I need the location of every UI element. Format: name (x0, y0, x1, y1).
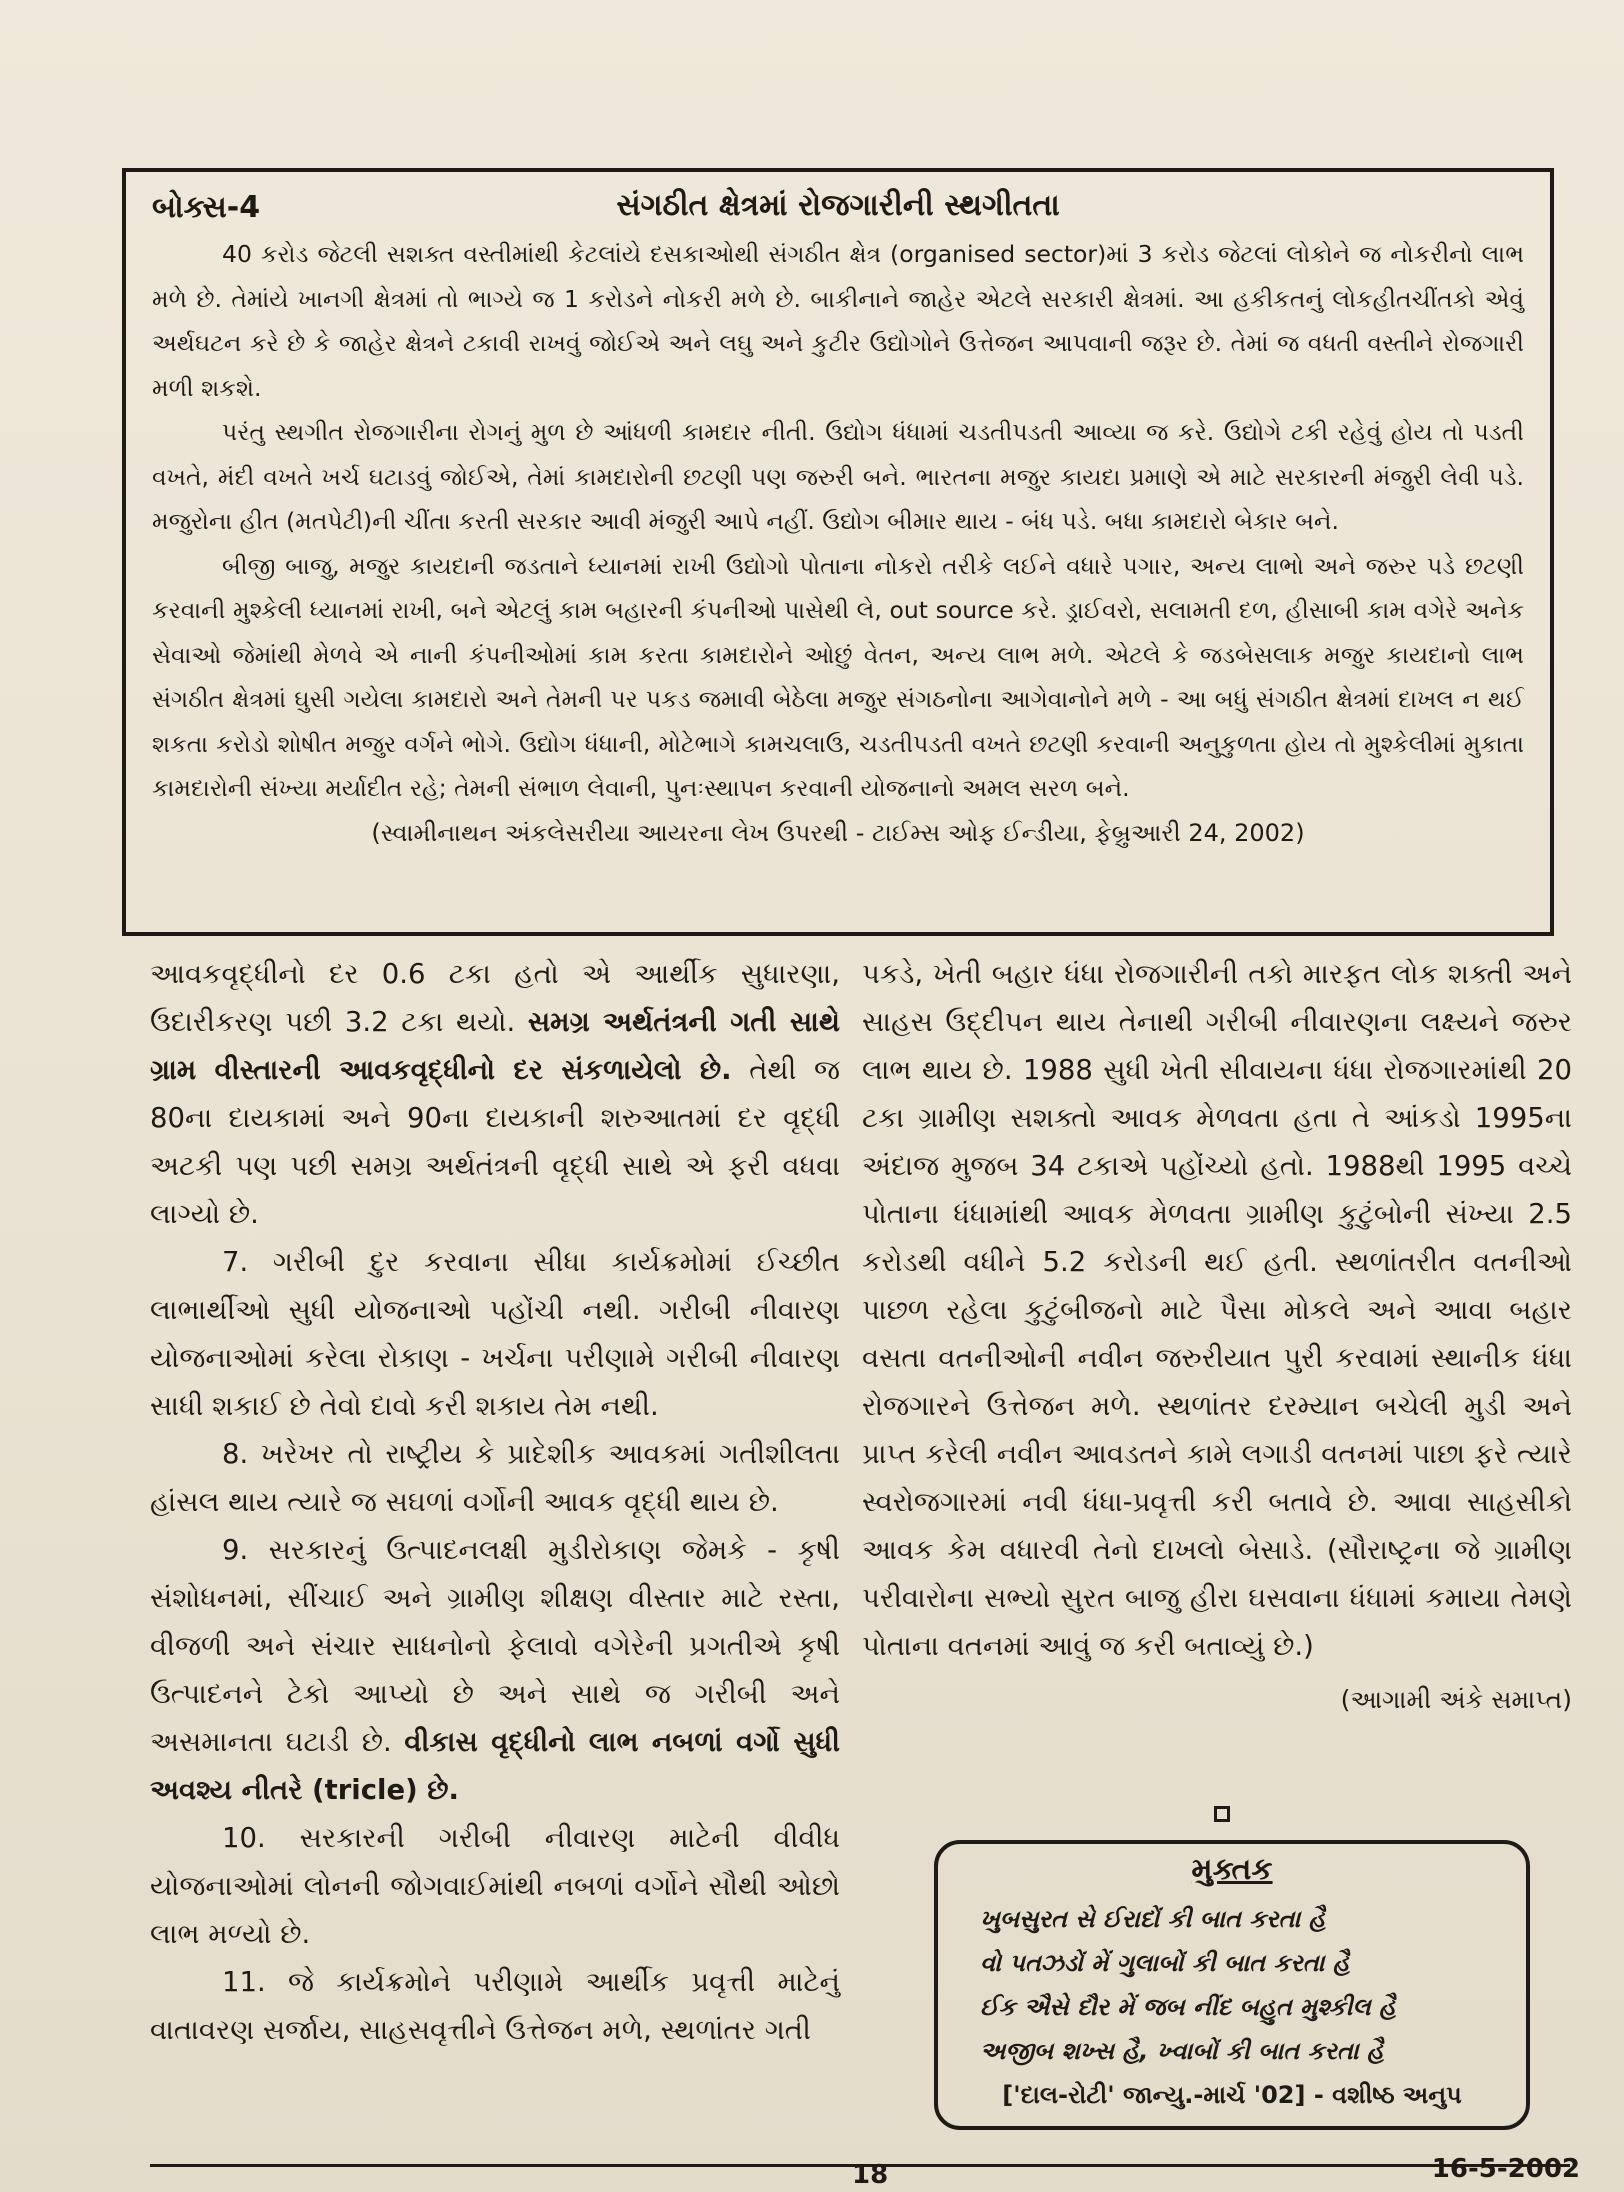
paragraph-11: 11. જે કાર્યક્રમોને પરીણામે આર્થીક પ્રવૃત્તી માટેનું વાતાવરણ સર્જાય, સાહસવૃત્તીને ઉત્તેજન મળે, સ્થળાંતર ગતી (150, 1966, 840, 2046)
box-source-citation: (સ્વામીનાથન અંકલેસરીયા આયરના લેખ ઉપરથી - ટાઈમ્સ ઓફ ઈન્ડીયા, ફેબ્રુઆરી 24, 2002) (371, 818, 1305, 847)
paragraph-7: 7. ગરીબી દુર કરવાના સીધા કાર્યક્રમોમાં ઈચ્છીત લાભાર્થીઓ સુધી યોજનાઓ પહોંચી નથી. ગરીબી નીવારણ યોજનાઓમાં કરેલા રોકાણ - ખર્ચના પરીણામે ગરીબી નીવારણ સાધી શકાઈ છે તેવો દાવો કરી શકાય તેમ નથી. (150, 1246, 840, 1422)
muktak-box (934, 1840, 1530, 2130)
muktak-line: ખુબસુરત સે ઈરાદોં કી બાત કરતા હૈ (980, 1905, 1326, 1933)
to-be-continued-note: (આગામી અંકે સમાપ્ત) (1340, 1685, 1572, 1714)
right-column (862, 950, 1572, 1724)
muktak-credit: ['દાલ-રોટી' જાન્યુ.-માર્ચ '02] - વશીષ્ઠ અનુપ (1002, 2081, 1462, 2109)
paragraph-9 (150, 1526, 840, 1814)
paragraph-income-growth (150, 950, 840, 1238)
text-span: તેથી જ 80ના દાયકામાં અને 90ના દાયકાની શરુઆતમાં દર વૃદ્ધી અટકી પણ પછી સમગ્ર અર્થતંત્રની વૃદ્ધી સાથે એ ફરી વધવા લાગ્યો છે. (150, 1054, 840, 1230)
paragraph-10: 10. સરકારની ગરીબી નીવારણ માટેની વીવીધ યોજનાઓમાં લોનની જોગવાઈમાંથી નબળાં વર્ગોને સૌથી ઓછો લાભ મળ્યો છે. (150, 1822, 840, 1950)
box-4 (122, 168, 1554, 936)
footer-date: 16-5-2002 (1431, 2154, 1580, 2184)
page-number: 18 (852, 2160, 889, 2190)
muktak-line: ઈક ઐસે દૌર મેં જબ નીંદ બહુત મુશ્કીલ હૈ (980, 1993, 1397, 2021)
paragraph-continued: પકડે, ખેતી બહાર ધંધા રોજગારીની તકો મારફત લોક શક્તી અને સાહસ ઉદ્દીપન થાય તેનાથી ગરીબી નીવારણના લક્ષ્યને જરુર લાભ થાય છે. 1988 સુધી ખેતી સીવાયના ધંધા રોજગારમાંથી 20 ટકા ગ્રામીણ સશક્તો આવક મેળવતા હતા તે આંકડો 1995ના અંદાજ મુજબ 34 ટકાએ પહોંચ્યો હતો. 1988થી 1995 વચ્ચે પોતાના ધંધામાંથી આવક મેળવતા ગ્રામીણ કુટુંબોની સંખ્યા 2.5 કરોડથી વધીને 5.2 કરોડની થઈ હતી. સ્થળાંતરીત વતનીઓ પાછળ રહેલા કુટુંબીજનો માટે પૈસા મોકલે અને આવા બહાર વસતા વતનીઓની નવીન જરુરીયાત પુરી કરવામાં સ્થાનીક ધંધા રોજગારને ઉત્તેજન મળે. સ્થળાંતર દરમ્યાન બચેલી મુડી અને પ્રાપ્ત કરેલી નવીન આવડતને કામે લગાડી વતનમાં પાછા ફરે ત્યારે સ્વરોજગારમાં નવી ધંધા-પ્રવૃત્તી કરી બતાવે છે. આવા સાહસીકો આવક કેમ વધારવી તેનો દાખલો બેસાડે. (સૌરાષ્ટ્રના જે ગ્રામીણ પરીવારોના સભ્યો સુરત બાજુ હીરા ઘસવાના ધંધામાં કમાયા તેમણે પોતાના વતનમાં આવું જ કરી બતાવ્યું છે.) (862, 958, 1572, 1662)
text-span: આવકવૃદ્ધીનો દર 0.6 ટકા હતો એ આર્થીક સુધારણા, ઉદારીકરણ પછી 3.2 ટકા થયો. (150, 958, 840, 1038)
muktak-line: વો પતઝડોં મેં ગુલાબોં કી બાત કરતા હૈ (980, 1949, 1350, 1977)
muktak-line: અજીબ શખ્સ હૈ, ખ્વાબોં કી બાત કરતા હૈ (980, 2037, 1384, 2065)
left-column (150, 950, 840, 2054)
paragraph-8: 8. ખરેખર તો રાષ્ટ્રીય કે પ્રાદેશીક આવકમાં ગતીશીલતા હાંસલ થાય ત્યારે જ સઘળાં વર્ગોની આવક વૃદ્ધી થાય છે. (150, 1438, 840, 1518)
box-4-header (152, 188, 1524, 232)
box-paragraph: પરંતુ સ્થગીત રોજગારીના રોગનું મુળ છે આંધળી કામદાર નીતી. ઉદ્યોગ ધંધામાં ચડતીપડતી આવ્યા જ કરે. ઉદ્યોગે ટકી રહેવું હોય તો પડતી વખતે, મંદી વખતે ખર્ચ ઘટાડવું જોઈએ, તેમાં કામદારોની છટણી પણ જરુરી બને. ભારતના મજુર કાયદા પ્રમાણે એ માટે સરકારની મંજુરી લેવી પડે. મજુરોના હીત (મતપેટી)ની ચીંતા કરતી સરકાર આવી મંજુરી આપે નહીં. ઉદ્યોગ બીમાર થાય - બંધ પડે. બધા કામદારો બેકાર બને. (152, 418, 1524, 535)
end-mark-icon (1214, 1806, 1230, 1822)
box-4-label: બોક્સ-4 (152, 190, 261, 225)
box-paragraph: બીજી બાજુ, મજુર કાયદાની જડતાને ધ્યાનમાં રાખી ઉદ્યોગો પોતાના નોકરો તરીકે લઈને વધારે પગાર, અન્ય લાભો અને જરુર પડે છટણી કરવાની મુશ્કેલી ધ્યાનમાં રાખી, બને એટલું કામ બહારની કંપનીઓ પાસેથી લે, out source કરે. ડ્રાઈવરો, સલામતી દળ, હીસાબી કામ વગેરે અનેક સેવાઓ જેમાંથી મેળવે એ નાની કંપનીઓમાં કામ કરતા કામદારોને ઓછું વેતન, અન્ય લાભ મળે. એટલે કે જડબેસલાક મજુર કાયદાનો લાભ સંગઠીત ક્ષેત્રમાં ઘુસી ગયેલા કામદારો અને તેમની પર પકડ જમાવી બેઠેલા મજુર સંગઠનોના આગેવાનોને મળે - આ બધું સંગઠીત ક્ષેત્રમાં દાખલ ન થઈ શકતા કરોડો શોષીત મજુર વર્ગને ભોગે. ઉદ્યોગ ધંધાની, મોટેભાગે કામચલાઉ, ચડતીપડતી વખતે છટણી કરવાની અનુકુળતા હોય તો મુશ્કેલીમાં મુકાતા કામદારોની સંખ્યા મર્યાદીત રહે; તેમની સંભાળ લેવાની, પુનઃસ્થાપન કરવાની યોજનાનો અમલ સરળ બને. (152, 551, 1524, 802)
bold-text: સમગ્ર અર્થતંત્રની ગતી સાથે ગ્રામ વીસ્તારની આવકવૃદ્ધીનો દર સંકળાયેલો છે. (150, 1006, 840, 1086)
box-4-title: સંગઠીત ક્ષેત્રમાં રોજગારીની સ્થગીતતા (616, 188, 1060, 223)
bold-text: વીકાસ વૃદ્ધીનો લાભ નબળાં વર્ગો સુધી અવશ્ય નીતરે (tricle) છે. (150, 1726, 840, 1806)
box-paragraph: 40 કરોડ જેટલી સશક્ત વસ્તીમાંથી કેટલાંયે દસકાઓથી સંગઠીત ક્ષેત્ર (organised sector)માં 3 કરોડ જેટલાં લોકોને જ નોકરીનો લાભ મળે છે. તેમાંયે ખાનગી ક્ષેત્રમાં તો ભાગ્યે જ 1 કરોડને નોકરી મળે છે. બાકીનાને જાહેર એટલે સરકારી ક્ષેત્રમાં. આ હકીકતનું લોકહીતચીંતકો એવું અર્થઘટન કરે છે કે જાહેર ક્ષેત્રને ટકાવી રાખવું જોઈએ અને લઘુ અને કુટીર ઉદ્યોગોને ઉત્તેજન આપવાની જરૂર છે. તેમાં જ વધતી વસ્તીને રોજગારી મળી શકશે. (152, 240, 1524, 402)
muktak-title: મુક્તક (1191, 1852, 1273, 1887)
text-span: 9. સરકારનું ઉત્પાદનલક્ષી મુડીરોકાણ જેમકે - કૃષી સંશોધનમાં, સીંચાઈ અને ગ્રામીણ શીક્ષણ વીસ્તાર માટે રસ્તા, વીજળી અને સંચાર સાધનોનો ફેલાવો વગેરેની પ્રગતીએ કૃષી ઉત્પાદનને ટેકો આપ્યો છે અને સાથે જ ગરીબી અને અસમાનતા ઘટાડી છે. (150, 1534, 840, 1758)
